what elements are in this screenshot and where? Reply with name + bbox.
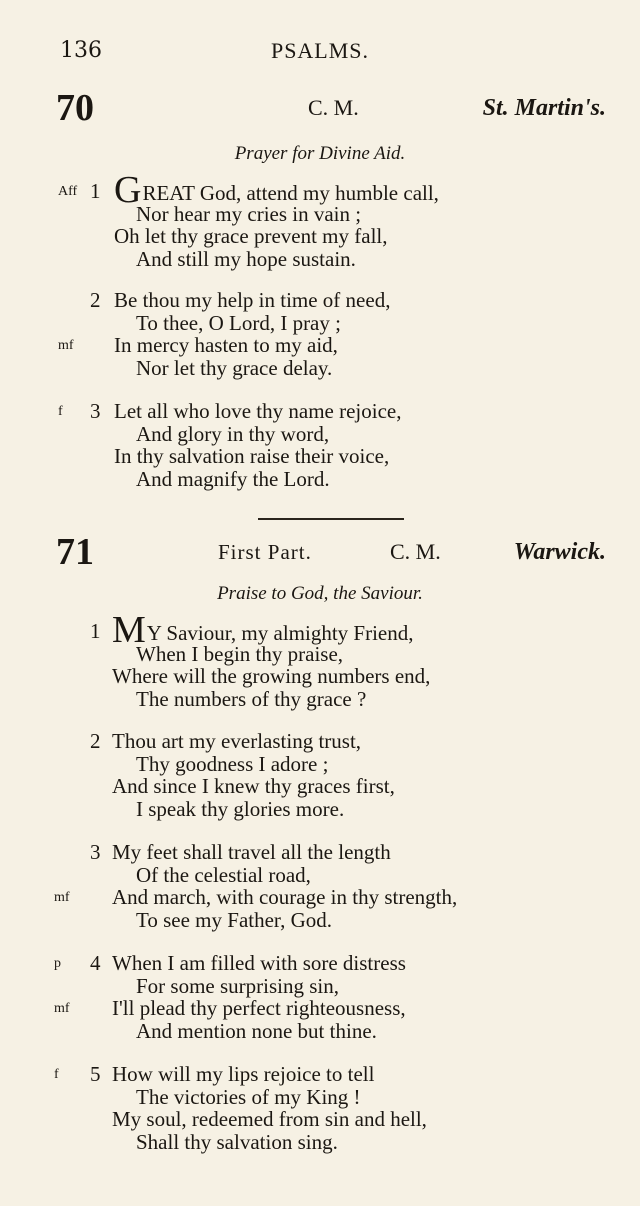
verse-line-text: And magnify the Lord. <box>136 466 330 491</box>
verse-line-text: Thou art my everlasting trust, <box>112 729 362 753</box>
verse-line-text: To see my Father, God. <box>136 907 332 932</box>
hymn-tune: Warwick. <box>513 539 606 565</box>
hymn-tune: St. Martin's. <box>482 95 606 121</box>
verse-line-text: How will my lips rejoice to tell <box>112 1062 375 1086</box>
dynamic-marking: Aff <box>58 184 78 199</box>
verse-line-text: To thee, O Lord, I pray ; <box>136 310 341 335</box>
verse-line <box>112 886 457 909</box>
page-number: 136 <box>60 38 102 63</box>
verse-line-text: When I am filled with sore distress <box>112 951 406 975</box>
verse-line <box>136 864 311 887</box>
verse-line-text: And still my hope sustain. <box>136 246 356 271</box>
verse-line <box>112 1063 374 1086</box>
verse-line-text: Let all who love thy name rejoice, <box>114 399 402 423</box>
verse-line-text: The numbers of thy grace ? <box>136 686 367 711</box>
verse-line-text: Where will the growing numbers end, <box>112 664 431 688</box>
verse-line-text: Oh let thy grace prevent my fall, <box>114 224 388 248</box>
verse-line <box>112 997 406 1020</box>
verse-line-text: Nor hear my cries in vain ; <box>136 201 362 226</box>
verse-line-text: Of the celestial road, <box>136 862 311 887</box>
running-head: PSALMS. <box>270 38 370 63</box>
verse-line-text: Shall thy salvation sing. <box>136 1129 338 1154</box>
verse-line <box>136 203 361 226</box>
verse-number: 3 <box>90 840 101 864</box>
hymn-part: First Part. <box>218 540 312 564</box>
verse-line-text: And since I knew thy graces first, <box>112 774 395 798</box>
verse-line <box>136 248 356 271</box>
verse-line-text: And march, with courage in thy strength, <box>112 885 458 909</box>
drop-cap: G <box>114 169 142 211</box>
hymn-70-header <box>0 86 640 130</box>
verse-line <box>136 1086 361 1109</box>
verse-line <box>114 400 401 423</box>
dynamic-marking: f <box>58 404 63 419</box>
verse-line-text: When I begin thy praise, <box>136 641 344 666</box>
verse-line-text: REAT God, attend my humble call, <box>142 181 439 205</box>
verse-number: 2 <box>90 729 101 753</box>
dynamic-marking: mf <box>58 338 74 353</box>
verse-line <box>136 688 366 711</box>
verse-line-text: And mention none but thine. <box>136 1018 377 1043</box>
verse-line <box>136 468 330 491</box>
hymn-number: 70 <box>56 87 94 129</box>
hymn-meter: C. M. <box>390 539 441 564</box>
verse-line <box>136 753 328 776</box>
verse-line-text: My feet shall travel all the length <box>112 840 391 864</box>
verse-line <box>114 334 338 357</box>
verse-line-text: Nor let thy grace delay. <box>136 355 333 380</box>
verse-line <box>136 643 343 666</box>
verse-line-text: I speak thy glories more. <box>136 796 345 821</box>
verse-line <box>136 423 329 446</box>
verse-line <box>112 952 406 975</box>
drop-cap: M <box>112 609 146 651</box>
verse-line-text: Be thou my help in time of need, <box>114 288 391 312</box>
dynamic-marking: mf <box>54 890 70 905</box>
verse-line <box>136 312 341 335</box>
verse-line <box>112 1108 427 1131</box>
verse-line <box>136 798 344 821</box>
verse-number: 2 <box>90 288 101 312</box>
dynamic-marking: f <box>54 1067 59 1082</box>
dynamic-marking: p <box>54 956 61 971</box>
verse-line <box>136 1020 377 1043</box>
verse-number: 1 <box>90 619 101 643</box>
hymn-70-title: Prayer for Divine Aid. <box>234 143 406 164</box>
verse-line-text: Thy goodness I adore ; <box>136 751 329 776</box>
verse-line <box>114 289 390 312</box>
verse-line <box>112 730 361 753</box>
verse-line-text: The victories of my King ! <box>136 1084 361 1109</box>
verse-line-text: And glory in thy word, <box>136 421 330 446</box>
verse-number: 5 <box>90 1062 101 1086</box>
hymn-meter: C. M. <box>308 95 359 120</box>
verse-line <box>112 665 430 688</box>
hymn-71-title: Praise to God, the Saviour. <box>217 583 423 604</box>
verse-line <box>136 357 332 380</box>
verse-line-text: I'll plead thy perfect righteousness, <box>112 996 406 1020</box>
verse-line <box>136 1131 338 1154</box>
hymn-number: 71 <box>56 531 94 573</box>
section-divider <box>258 518 404 520</box>
verse-line <box>112 775 395 798</box>
verse-line-text: For some surprising sin, <box>136 973 340 998</box>
verse-line <box>136 975 339 998</box>
verse-line-text: In mercy hasten to my aid, <box>114 333 338 357</box>
hymn-71-header <box>0 530 640 574</box>
verse-line-text: Y Saviour, my almighty Friend, <box>146 621 414 645</box>
verse-number: 4 <box>90 951 101 975</box>
verse-number: 3 <box>90 399 101 423</box>
verse-line <box>114 445 389 468</box>
dynamic-marking: mf <box>54 1001 70 1016</box>
verse-line <box>136 909 332 932</box>
verse-number: 1 <box>90 179 101 203</box>
verse-line <box>114 225 387 248</box>
verse-line-text: In thy salvation raise their voice, <box>114 444 390 468</box>
verse-line-text: My soul, redeemed from sin and hell, <box>112 1107 427 1131</box>
verse-line <box>112 841 391 864</box>
